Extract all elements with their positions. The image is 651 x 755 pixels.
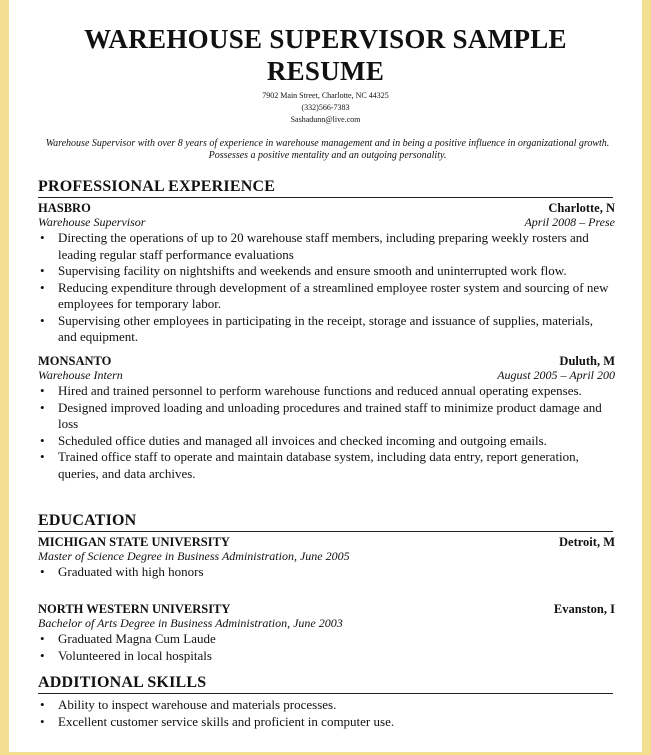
contact-phone: (332)566-7383 [301,103,350,112]
bullet-text: Graduated with high honors [58,564,204,579]
section-heading: PROFESSIONAL EXPERIENCE [38,178,613,198]
bullet-text: Supervising other employees in participating in the receipt, storage and issuance of supplies, materials, and equipment. [58,312,594,344]
list-item [38,564,613,581]
job-dates: April 2008 – Prese [524,215,615,229]
list-item [38,697,613,714]
bullet-icon: • [40,263,45,278]
list-item [38,313,613,346]
bullet-icon: • [40,279,45,295]
degree: Bachelor of Arts Degree in Business Administration, June 2003 [38,616,343,630]
bullet-icon: • [40,713,45,729]
bullet-text: Trained office staff to operate and maintain database system, including data entry, report generation, queries, and data archives. [58,449,579,481]
list-item [38,714,613,731]
bullet-icon: • [40,383,45,398]
resume-title-line1: WAREHOUSE SUPERVISOR SAMPLE [84,24,567,54]
contact-address: 7902 Main Street, Charlotte, NC 44325 [262,91,389,100]
professional-summary: Warehouse Supervisor with over 8 years of experience in warehouse management and in being a positive influence in organizational growth. Possesses a positive mentality and an outgoing personality. [45,138,610,161]
section-heading: ADDITIONAL SKILLS [38,674,613,694]
company-name: HASBRO [38,201,91,215]
job-title: Warehouse Intern [38,368,123,382]
bullet-icon: • [40,399,45,415]
bullet-list [38,697,613,730]
bullet-icon: • [40,647,45,663]
contact-email: Sashadunn@live.com [290,115,361,124]
bullet-text: Graduated Magna Cum Laude [58,631,216,646]
experience-section [38,178,615,481]
school-entry [38,602,613,664]
job-location: Charlotte, N [548,201,615,215]
bullet-text: Excellent customer service skills and proficient in computer use. [58,713,395,729]
bullet-icon: • [40,230,45,245]
bullet-text: Ability to inspect warehouse and materials processes. [58,697,337,712]
bullet-icon: • [40,631,45,646]
bullet-text: Designed improved loading and unloading procedures and trained staff to minimize product damage and loss [58,399,602,431]
bullet-list [38,383,613,482]
list-item [38,230,613,263]
job-location: Duluth, M [559,354,615,368]
section-heading: EDUCATION [38,512,613,532]
job-entry [38,201,613,346]
job-title: Warehouse Supervisor [38,215,146,229]
school-name: NORTH WESTERN UNIVERSITY [38,602,231,616]
school-name: MICHIGAN STATE UNIVERSITY [38,535,230,549]
list-item [38,383,613,400]
bullet-list [38,230,613,346]
education-section [38,512,615,663]
school-entry [38,535,613,581]
bullet-list [38,631,613,664]
bullet-icon: • [40,432,45,448]
school-location: Evanston, I [553,602,615,616]
list-item [38,449,613,482]
bullet-text: Scheduled office duties and managed all invoices and checked incoming and outgoing emails. [58,432,547,448]
bullet-icon: • [40,312,45,328]
list-item [38,400,613,433]
list-item [38,280,613,313]
job-dates: August 2005 – April 200 [497,368,615,382]
bullet-icon: • [40,564,45,579]
bullet-text: Supervising facility on nightshifts and weekends and ensure smooth and uninterrupted work flow. [58,263,567,278]
bullet-text: Volunteered in local hospitals [58,647,212,663]
school-location: Detroit, M [559,535,615,549]
company-name: MONSANTO [38,354,112,368]
job-entry [38,354,613,482]
skills-section [38,674,613,730]
bullet-icon: • [40,449,45,464]
list-item [38,631,613,648]
resume-title-line2: RESUME [266,56,385,86]
bullet-text: Hired and trained personnel to perform warehouse functions and reduced annual operating expenses. [58,383,582,398]
list-item [38,433,613,450]
list-item [38,263,613,280]
list-item [38,648,613,665]
bullet-text: Directing the operations of up to 20 warehouse staff members, including preparing weekly rosters and leading regular staff performance evaluations [58,230,589,262]
bullet-list [38,564,613,581]
bullet-icon: • [40,697,45,712]
bullet-text: Reducing expenditure through development of a streamlined employee roster system and sourcing of new employees for temporary labor. [58,279,609,311]
degree: Master of Science Degree in Business Administration, June 2005 [38,549,350,563]
